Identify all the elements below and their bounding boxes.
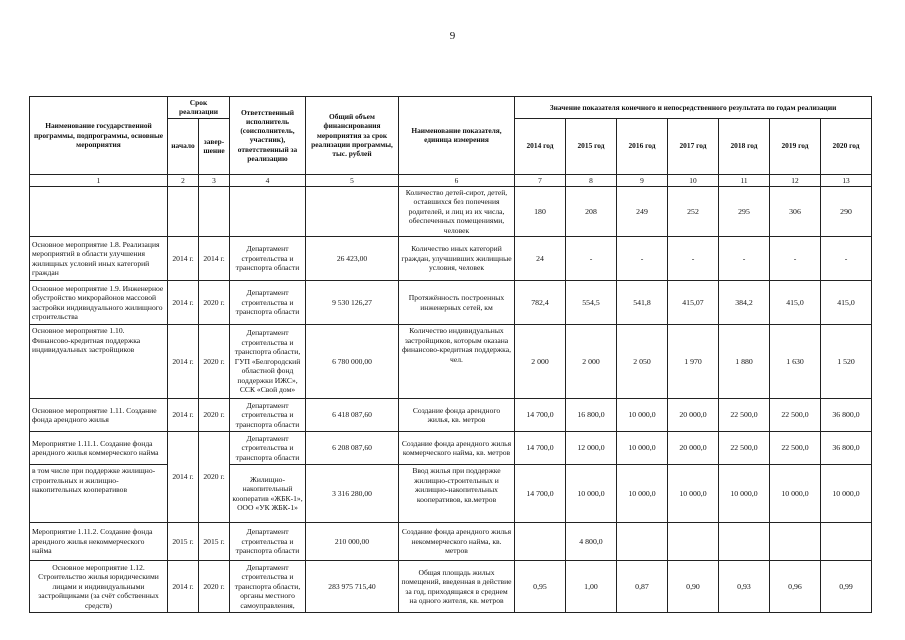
- activity-name: Мероприятие 1.11.1. Создание фонда арендного жилья коммерческого найма: [30, 432, 168, 465]
- funding-cell: 6 780 000,00: [306, 325, 399, 399]
- header-year-2017: 2017 год: [668, 118, 719, 174]
- value-cell: 16 800,0: [566, 399, 617, 432]
- column-number: 11: [719, 174, 770, 186]
- value-cell: 295: [719, 186, 770, 236]
- value-cell: 10 000,0: [617, 465, 668, 523]
- value-cell: 36 800,0: [821, 399, 872, 432]
- value-cell: 10 000,0: [566, 465, 617, 523]
- header-period: Срок реализации: [168, 97, 230, 119]
- funding-cell: 6 418 087,60: [306, 399, 399, 432]
- start-year: 2014 г.: [168, 399, 199, 432]
- end-year: 2020 г.: [199, 281, 230, 325]
- column-number: 10: [668, 174, 719, 186]
- value-cell: 415,07: [668, 281, 719, 325]
- executor-cell: Департамент строительства и транспорта области, ГУП «Белгородский областной фонд поддержки ИЖС», ССК «Свой дом»: [230, 325, 306, 399]
- value-cell: -: [566, 237, 617, 281]
- column-number: 1: [30, 174, 168, 186]
- value-cell: 10 000,0: [770, 465, 821, 523]
- value-cell: [821, 523, 872, 561]
- header-end: завер-шение: [199, 118, 230, 174]
- header-year-2015: 2015 год: [566, 118, 617, 174]
- value-cell: [617, 523, 668, 561]
- value-cell: 208: [566, 186, 617, 236]
- activity-name: Основное мероприятие 1.12. Строительство жилья юридическими лицами и индивидуальными застройщиками (за счёт собственных средств): [30, 561, 168, 613]
- value-cell: 20 000,0: [668, 432, 719, 465]
- start-year: 2014 г.: [168, 432, 199, 523]
- value-cell: 22 500,0: [770, 432, 821, 465]
- value-cell: 12 000,0: [566, 432, 617, 465]
- executor-cell: Департамент строительства и транспорта области: [230, 399, 306, 432]
- value-cell: 180: [515, 186, 566, 236]
- funding-cell: 9 530 126,27: [306, 281, 399, 325]
- activity-name: Основное мероприятие 1.8. Реализация мероприятий в области улучшения жилищных условий иных категорий граждан: [30, 237, 168, 281]
- column-number: 2: [168, 174, 199, 186]
- column-number: 6: [399, 174, 515, 186]
- column-number: 12: [770, 174, 821, 186]
- value-cell: 290: [821, 186, 872, 236]
- value-cell: 415,0: [770, 281, 821, 325]
- end-year: 2014 г.: [199, 237, 230, 281]
- header-year-2020: 2020 год: [821, 118, 872, 174]
- value-cell: 10 000,0: [719, 465, 770, 523]
- value-cell: 1 520: [821, 325, 872, 399]
- table-row: [30, 325, 872, 399]
- value-cell: 0,96: [770, 561, 821, 613]
- indicator-cell: Количество индивидуальных застройщиков, которым оказана финансово-кредитная поддержка, чел.: [399, 325, 515, 399]
- start-year: 2014 г.: [168, 561, 199, 613]
- value-cell: 22 500,0: [719, 399, 770, 432]
- value-cell: 252: [668, 186, 719, 236]
- value-cell: -: [770, 237, 821, 281]
- value-cell: 4 800,0: [566, 523, 617, 561]
- value-cell: 541,8: [617, 281, 668, 325]
- activity-name: в том числе при поддержке жилищно-строительных и жилищно-накопительных кооперативов: [30, 465, 168, 523]
- results-table: [29, 96, 872, 613]
- activity-name: Основное мероприятие 1.10. Финансово-кредитная поддержка индивидуальных застройщиков: [30, 325, 168, 399]
- header-year-2016: 2016 год: [617, 118, 668, 174]
- header-values-group: Значение показателя конечного и непосредственного результата по годам реализации: [515, 97, 872, 119]
- funding-cell: 283 975 715,40: [306, 561, 399, 613]
- start-year: 2014 г.: [168, 325, 199, 399]
- value-cell: -: [617, 237, 668, 281]
- indicator-cell: Количество иных категорий граждан, улучшивших жилищные условия, человек: [399, 237, 515, 281]
- header-indicator: Наименование показателя, единица измерения: [399, 97, 515, 175]
- start-year: 2014 г.: [168, 281, 199, 325]
- value-cell: 10 000,0: [668, 465, 719, 523]
- header-year-2018: 2018 год: [719, 118, 770, 174]
- page-number: 9: [449, 30, 456, 42]
- value-cell: 10 000,0: [821, 465, 872, 523]
- value-cell: 2 000: [515, 325, 566, 399]
- value-cell: -: [668, 237, 719, 281]
- end-year: 2020 г.: [199, 399, 230, 432]
- header-year-2019: 2019 год: [770, 118, 821, 174]
- column-number: 7: [515, 174, 566, 186]
- table-row: [30, 237, 872, 281]
- header-year-2014: 2014 год: [515, 118, 566, 174]
- table-row: [30, 399, 872, 432]
- column-number: 8: [566, 174, 617, 186]
- indicator-cell: Протяжённость построенных инженерных сетей, км: [399, 281, 515, 325]
- column-number: 9: [617, 174, 668, 186]
- activity-name: Основное мероприятие 1.11. Создание фонда арендного жилья: [30, 399, 168, 432]
- value-cell: 1,00: [566, 561, 617, 613]
- value-cell: 384,2: [719, 281, 770, 325]
- value-cell: [668, 523, 719, 561]
- executor-cell: Департамент строительства и транспорта области: [230, 432, 306, 465]
- end-year: 2020 г.: [199, 432, 230, 523]
- value-cell: 2 000: [566, 325, 617, 399]
- executor-cell: Департамент строительства и транспорта области: [230, 237, 306, 281]
- end-year: 2015 г.: [199, 523, 230, 561]
- value-cell: 14 700,0: [515, 465, 566, 523]
- value-cell: 0,99: [821, 561, 872, 613]
- end-year: 2020 г.: [199, 325, 230, 399]
- funding-cell: 26 423,00: [306, 237, 399, 281]
- value-cell: 14 700,0: [515, 432, 566, 465]
- executor-cell: Департамент строительства и транспорта области, органы местного самоуправления,: [230, 561, 306, 613]
- table-row: [30, 561, 872, 613]
- column-number: 3: [199, 174, 230, 186]
- value-cell: 415,0: [821, 281, 872, 325]
- indicator-cell: Создание фонда арендного жилья некоммерческого найма, кв. метров: [399, 523, 515, 561]
- funding-cell: 6 208 087,60: [306, 432, 399, 465]
- indicator-cell: Ввод жилья при поддержке жилищно-строительных и жилищно-накопительных кооперативов, кв.метров: [399, 465, 515, 523]
- value-cell: 554,5: [566, 281, 617, 325]
- table-row: [30, 432, 872, 465]
- value-cell: 249: [617, 186, 668, 236]
- value-cell: 0,93: [719, 561, 770, 613]
- header-executor: Ответственный исполнитель (соисполнитель, участник), ответственный за реализацию: [230, 97, 306, 175]
- column-number: 5: [306, 174, 399, 186]
- header-funding: Общий объем финансирования мероприятия за срок реализации программы, тыс. рублей: [306, 97, 399, 175]
- start-year: 2014 г.: [168, 237, 199, 281]
- value-cell: -: [821, 237, 872, 281]
- value-cell: 14 700,0: [515, 399, 566, 432]
- table-row: [30, 465, 872, 523]
- value-cell: [515, 523, 566, 561]
- executor-cell: Жилищно-накопительный кооператив «ЖБК-1», ООО «УК ЖБК-1»: [230, 465, 306, 523]
- value-cell: 36 800,0: [821, 432, 872, 465]
- indicator-cell: Общая площадь жилых помещений, введенная в действие за год, приходящаяся в среднем на одного жителя, кв. метров: [399, 561, 515, 613]
- value-cell: 1 880: [719, 325, 770, 399]
- value-cell: 22 500,0: [770, 399, 821, 432]
- indicator-cell: Количество детей-сирот, детей, оставшихся без попечения родителей, и лиц из их числа, обеспеченных помещениями, человек: [399, 186, 515, 236]
- header-name: Наименование государственной программы, подпрограммы, основные мероприятия: [30, 97, 168, 175]
- value-cell: 0,87: [617, 561, 668, 613]
- executor-cell: Департамент строительства и транспорта области: [230, 523, 306, 561]
- value-cell: 0,90: [668, 561, 719, 613]
- value-cell: 2 050: [617, 325, 668, 399]
- funding-cell: 210 000,00: [306, 523, 399, 561]
- value-cell: 20 000,0: [668, 399, 719, 432]
- column-number: 13: [821, 174, 872, 186]
- value-cell: 1 970: [668, 325, 719, 399]
- start-year: 2015 г.: [168, 523, 199, 561]
- funding-cell: 3 316 280,00: [306, 465, 399, 523]
- value-cell: 1 630: [770, 325, 821, 399]
- value-cell: 22 500,0: [719, 432, 770, 465]
- table-row: [30, 186, 872, 236]
- value-cell: [719, 523, 770, 561]
- value-cell: 0,95: [515, 561, 566, 613]
- header-start: начало: [168, 118, 199, 174]
- value-cell: [770, 523, 821, 561]
- value-cell: 306: [770, 186, 821, 236]
- activity-name: Основное мероприятие 1.9. Инженерное обустройство микрорайонов массовой застройки индивидуального жилищного строительства: [30, 281, 168, 325]
- activity-name: Мероприятие 1.11.2. Создание фонда арендного жилья некоммерческого найма: [30, 523, 168, 561]
- end-year: 2020 г.: [199, 561, 230, 613]
- indicator-cell: Создание фонда арендного жилья, кв. метров: [399, 399, 515, 432]
- table-row: [30, 523, 872, 561]
- value-cell: 10 000,0: [617, 432, 668, 465]
- value-cell: 10 000,0: [617, 399, 668, 432]
- table-row: [30, 281, 872, 325]
- value-cell: -: [719, 237, 770, 281]
- value-cell: 24: [515, 237, 566, 281]
- executor-cell: Департамент строительства и транспорта области: [230, 281, 306, 325]
- indicator-cell: Создание фонда арендного жилья коммерческого найма, кв. метров: [399, 432, 515, 465]
- column-number: 4: [230, 174, 306, 186]
- value-cell: 782,4: [515, 281, 566, 325]
